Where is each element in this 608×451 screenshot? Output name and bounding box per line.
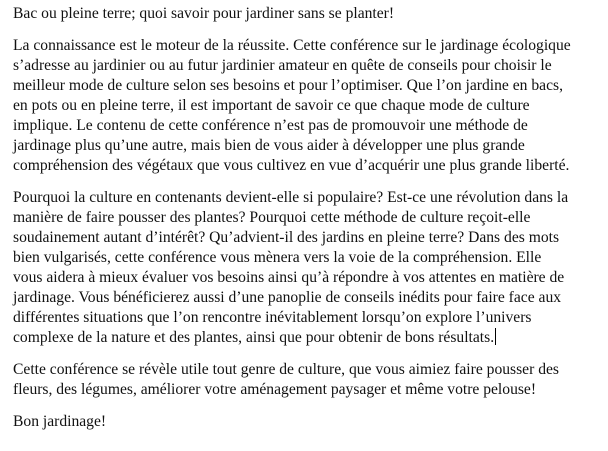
- text-line: en pots ou en pleine terre, il est important de savoir ce que chaque mode de culture: [13, 97, 530, 114]
- paragraph-intro: [13, 36, 598, 176]
- text-line: vous aidera à mieux évaluer vos besoins ainsi qu’à répondre à vos attentes en matière de: [13, 269, 565, 286]
- text-line: manière de faire pousser des plantes? Pourquoi cette méthode de culture reçoit-elle: [13, 209, 531, 226]
- text-line: La connaissance est le moteur de la réussite. Cette conférence sur le jardinage écologique: [13, 37, 571, 54]
- text-line: Pourquoi la culture en contenants devient-elle si populaire? Est-ce une révolution dans la: [13, 189, 569, 206]
- text-line: jardinage. Vous bénéficierez aussi d’une panoplie de conseils inédits pour faire face aux: [13, 289, 562, 306]
- paragraph-questions: [13, 188, 598, 348]
- text-line: bien vulgarisés, cette conférence vous mènera vers la voie de la compréhension. Elle: [13, 249, 542, 266]
- text-line: meilleur mode de culture selon ses besoins et pour l’optimiser. Que l’on jardine en bacs,: [13, 77, 563, 94]
- text-line: jardinage plus qu’une autre, mais bien de vous aider à développer une plus grande: [13, 137, 525, 154]
- text-line: complexe de la nature et des plantes, ainsi que pour obtenir de bons résultats.: [13, 329, 495, 346]
- paragraph-usefulness: [13, 360, 598, 400]
- text-line: différentes situations que l’on rencontre inévitablement lorsqu’on explore l’univers: [13, 309, 532, 326]
- document-body[interactable]: [13, 4, 598, 444]
- text-line-with-caret: [13, 328, 598, 348]
- text-line: soudainement autant d’intérêt? Qu’advient-il des jardins en pleine terre? Dans des mots: [13, 229, 560, 246]
- document-title: Bac ou pleine terre; quoi savoir pour jardiner sans se planter!: [13, 5, 395, 22]
- closing-line: Bon jardinage!: [13, 413, 107, 430]
- text-line: Cette conférence se révèle utile tout genre de culture, que vous aimiez faire pousser des: [13, 361, 559, 378]
- text-line: compréhension des végétaux que vous cultivez en vue d’acquérir une plus grande liberté.: [13, 157, 570, 174]
- text-line: fleurs, des légumes, améliorer votre aménagement paysager et même votre pelouse!: [13, 381, 537, 398]
- text-line: implique. Le contenu de cette conférence n’est pas de promouvoir une méthode de: [13, 117, 528, 134]
- text-cursor: [495, 328, 496, 345]
- text-line: s’adresse au jardinier ou au futur jardinier amateur en quête de conseils pour choisir le: [13, 57, 552, 74]
